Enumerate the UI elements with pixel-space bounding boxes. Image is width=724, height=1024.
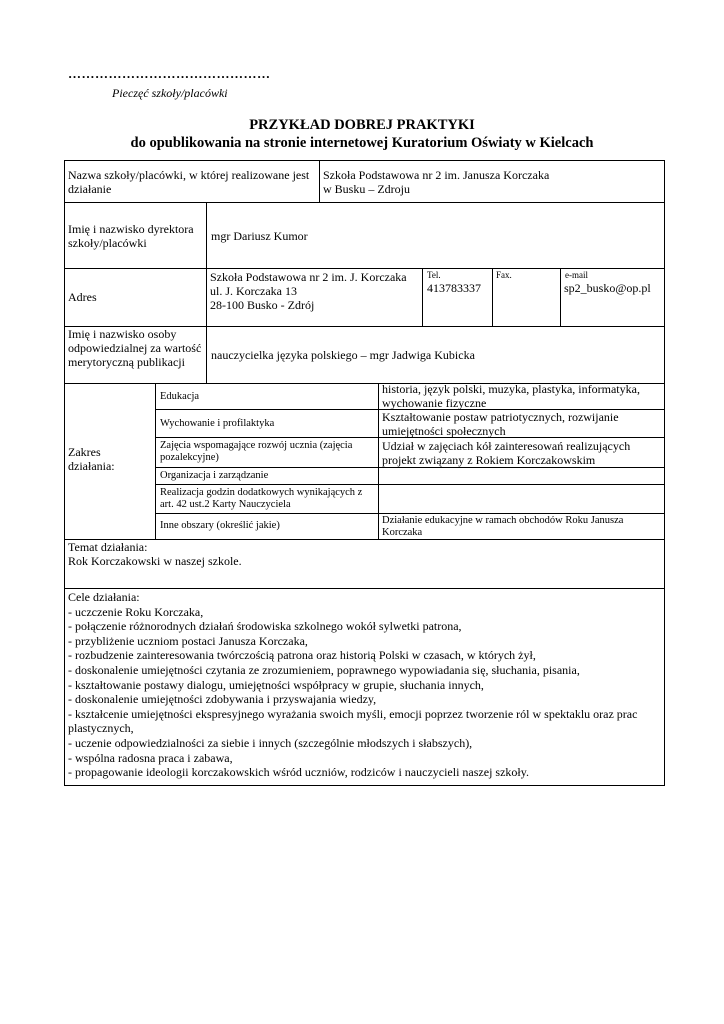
email-value: sp2_busko@op.pl [564,281,651,295]
goal-item: - połączenie różnorodnych działań środowiska szkolnego wokół sylwetki patrona, [68,619,462,634]
stamp-label: Pieczęć szkoły/placówki [112,86,228,100]
goal-item: - uczenie odpowiedzialności za siebie i innych (szczególnie młodszych i słabszych), [68,735,473,750]
scope-category-1: Wychowanie i profilaktyka [160,418,275,429]
goals-section [68,590,662,780]
fax-label: Fax. [496,270,512,280]
responsible-value: nauczycielka języka polskiego – mgr Jadwiga Kubicka [211,348,475,362]
goal-item: - propagowanie ideologii korczakowskich wśród uczniów, rodziców i nauczycieli naszej szkoły. [68,765,529,780]
topic-label: Temat działania: [68,540,148,554]
school-name-line2: w Busku – Zdroju [323,182,410,196]
goal-item: - kształtowanie postawy dialogu, umiejętności współpracy w grupie, słuchania innych, [68,677,484,692]
school-name-line1: Szkoła Podstawowa nr 2 im. Janusza Korczaka [323,168,550,182]
document-subtitle: do opublikowania na stronie internetowej Kuratorium Oświaty w Kielcach [130,135,594,151]
scope-category-5: Inne obszary (określić jakie) [160,520,280,531]
topic-section [68,540,658,568]
goal-item: - przybliżenie uczniom postaci Janusza Korczaka, [68,633,308,648]
address-line3: 28-100 Busko - Zdrój [210,298,315,312]
document-title: PRZYKŁAD DOBREJ PRAKTYKI [249,117,475,133]
goal-item: - rozbudzenie zainteresowania twórczością patrona oraz historią Polski w czasach, w których żył, [68,648,536,663]
scope-category-0: Edukacja [160,391,200,402]
scope-category-3: Organizacja i zarządzanie [160,470,269,481]
scope-label [68,445,115,473]
scope-category-4: Realizacja godzin dodatkowych wynikających z art. 42 ust.2 Karty Nauczyciela [160,487,363,510]
scope-detail-0: historia, język polski, muzyka, plastyka, informatyka, wychowanie fizyczne [382,382,640,410]
address-label: Adres [68,290,97,304]
school-name-label: Nazwa szkoły/placówki, w której realizowane jest działanie [68,168,310,196]
goal-item: - wspólna radosna praca i zabawa, [68,750,233,765]
goals-label: Cele działania: [68,590,140,604]
stamp-placeholder-dots: ……………………………………… [68,66,271,81]
scope-detail-2: Udział w zajęciach kół zainteresowań realizujących projekt związany z Rokiem Korczakowskim [382,439,631,467]
email-label: e-mail [565,270,588,280]
director-value: mgr Dariusz Kumor [211,229,308,243]
tel-label: Tel. [427,270,441,280]
goal-item: - doskonalenie umiejętności czytania ze zrozumieniem, poprawnego wypowiadania się, słuchania, pisania, [68,662,580,677]
scope-label-line2: działania: [68,459,115,473]
topic-value: Rok Korczakowski w naszej szkole. [68,554,242,568]
tel-value: 413783337 [427,281,481,295]
goal-item: - kształcenie umiejętności ekspresyjnego wyrażania swoich myśli, emocji poprzez tworzenie ról w spektaklu oraz prac plastycznych, [68,706,638,736]
responsible-label: Imię i nazwisko osoby odpowiedzialnej za wartość merytoryczną publikacji [68,327,202,369]
goal-item: - doskonalenie umiejętności zdobywania i przyswajania wiedzy, [68,692,377,707]
scope-detail-1: Kształtowanie postaw patriotycznych, rozwijanie umiejętności społecznych [382,410,619,438]
scope-category-2: Zajęcia wspomagające rozwój ucznia (zajęcia pozalekcyjne) [160,440,353,463]
goal-item: - uczczenie Roku Korczaka, [68,604,204,619]
scope-label-line1: Zakres [68,445,101,459]
scope-detail-5: Działanie edukacyjne w ramach obchodów Roku Janusza Korczaka [382,515,624,538]
address-line2: ul. J. Korczaka 13 [210,284,297,298]
director-label: Imię i nazwisko dyrektora szkoły/placówki [68,222,194,250]
school-name-value [323,168,663,196]
address-line1: Szkoła Podstawowa nr 2 im. J. Korczaka [210,270,407,284]
address-value [210,270,420,312]
